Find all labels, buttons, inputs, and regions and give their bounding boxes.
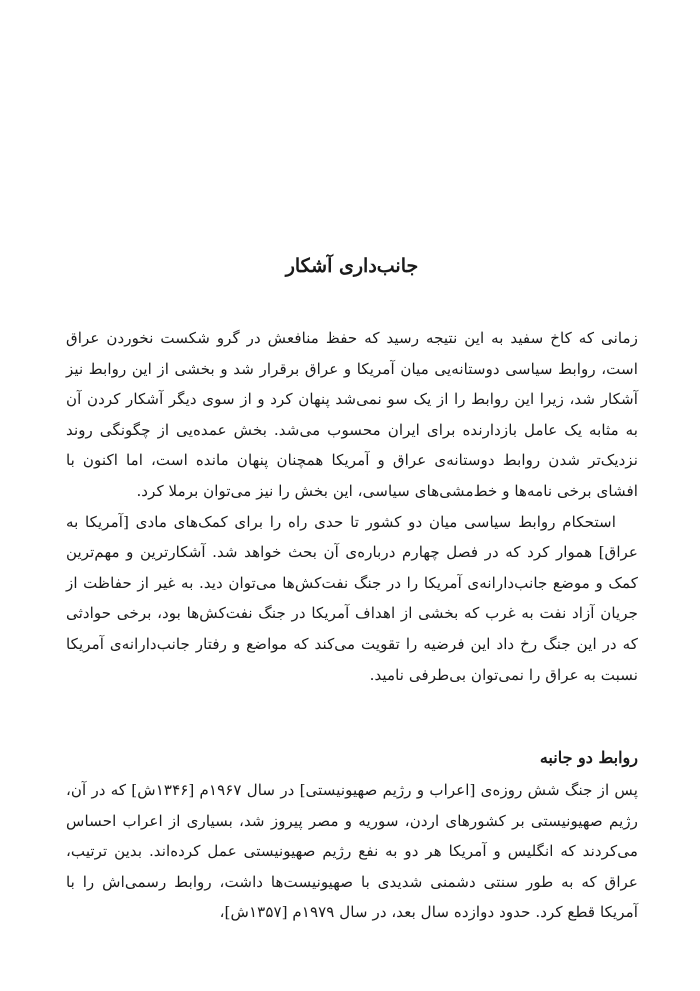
paragraph-2: استحکام روابط سیاسی میان دو کشور تا حدی راه را برای کمک‌های مادی [آمریکا به عراق] هموار کرد که در فصل چهارم درباره‌ی آن بحث خواهد شد. آشکارترین و مهم‌ترین کمک و موضع جانب‌دارانه‌ی آمریکا را در جنگ نفت‌کش‌ها می‌توان دید. به غیر از حفاظت از جریان آزاد نفت به غرب که بخشی از اهداف آمریکا در جنگ نفت‌کش‌ها بود، برخی حوادثی که در این جنگ رخ داد این فرضیه را تقویت می‌کند که مواضع و رفتار جانب‌دارانه‌ی آمریکا نسبت به عراق را نمی‌توان بی‌طرفی نامید. xyxy=(66,512,638,684)
section-heading: روابط دو جانبه xyxy=(539,748,638,767)
book-page xyxy=(66,0,638,991)
paragraph-1: زمانی که کاخ سفید به این نتیجه رسید که حفظ منافعش در گرو شکست نخوردن عراق است، روابط سیاسی دوستانه‌یی میان آمریکا و عراق برقرار شد و بخشی از این روابط نیز آشکار شد، زیرا این روابط را از یک سو نمی‌شد پنهان کرد و از سوی دیگر آشکار کردن آن به مثابه یک عامل بازدارنده برای ایران محسوب می‌شد. بخش عمده‌یی از چگونگی روند نزدیک‌تر شدن روابط دوستانه‌ی عراق و آمریکا همچنان پنهان مانده است، اما اکنون با افشای برخی نامه‌ها و خط‌مشی‌های سیاسی، این بخش را نیز می‌توان برملا کرد. xyxy=(66,329,638,500)
chapter-body xyxy=(66,323,638,690)
section-paragraph: پس از جنگ شش روزه‌ی [اعراب و رژیم صهیونیستی] در سال ۱۹۶۷م [۱۳۴۶ش] که در آن، رژیم صهیونیستی بر کشورهای اردن، سوریه و مصر پیروز شد، بسیاری از اعراب احساس می‌کردند که انگلیس و آمریکا هر دو به نفع رژیم صهیونیستی عمل کرده‌اند. بدین ترتیب، عراق که به طور سنتی دشمنی شدیدی با صهیونیست‌ها داشت، روابط رسمی‌اش را با آمریکا قطع کرد. حدود دوازده سال بعد، در سال ۱۹۷۹م [۱۳۵۷ش]، xyxy=(66,781,638,922)
chapter-title: جانب‌داری آشکار xyxy=(285,255,419,277)
section-body xyxy=(66,775,638,928)
